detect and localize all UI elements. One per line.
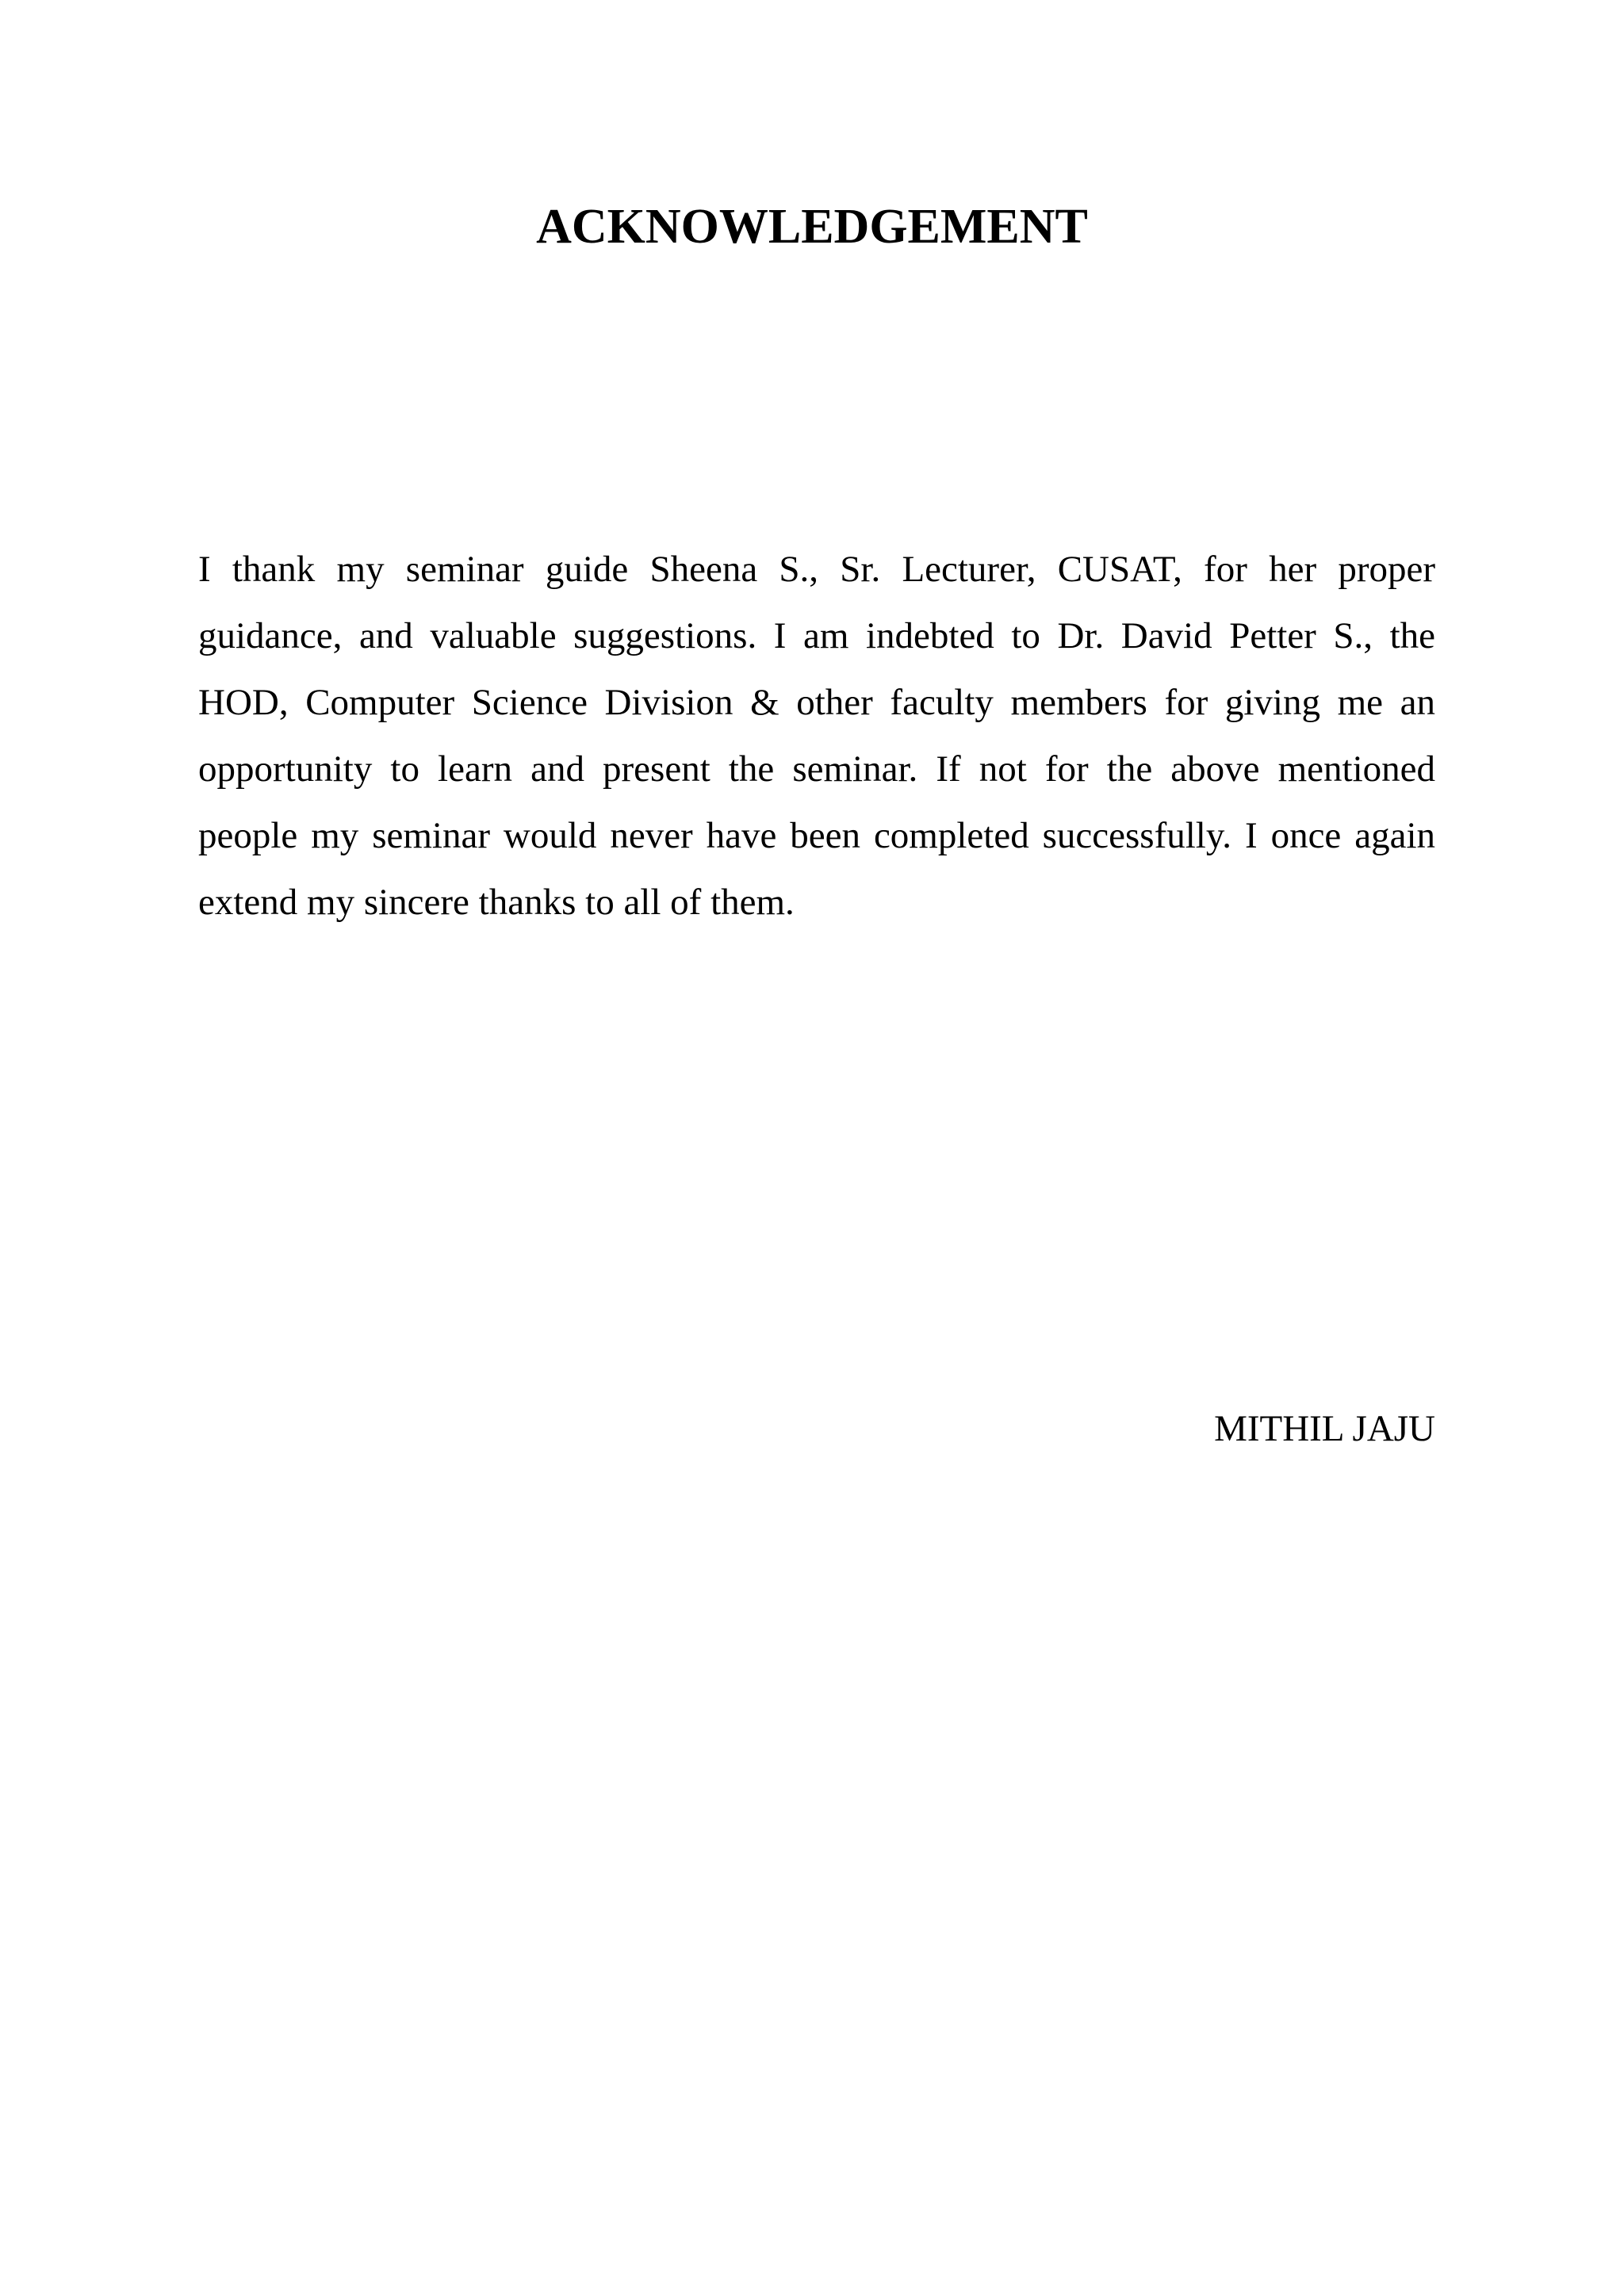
author-signature: MITHIL JAJU xyxy=(1214,1408,1435,1449)
page-title: ACKNOWLEDGEMENT xyxy=(536,200,1088,254)
acknowledgement-paragraph: I thank my seminar guide Sheena S., Sr. Lecturer, CUSAT, for her proper guidance, and valuable suggestions. I am indebted to Dr. David Petter S., the HOD, Computer Science Division & other faculty members for giving me an opportunity to learn and present the seminar. If not for the above mentioned people my seminar would never have been completed successfully. I once again extend my sincere thanks to all of them. xyxy=(198,549,1435,923)
